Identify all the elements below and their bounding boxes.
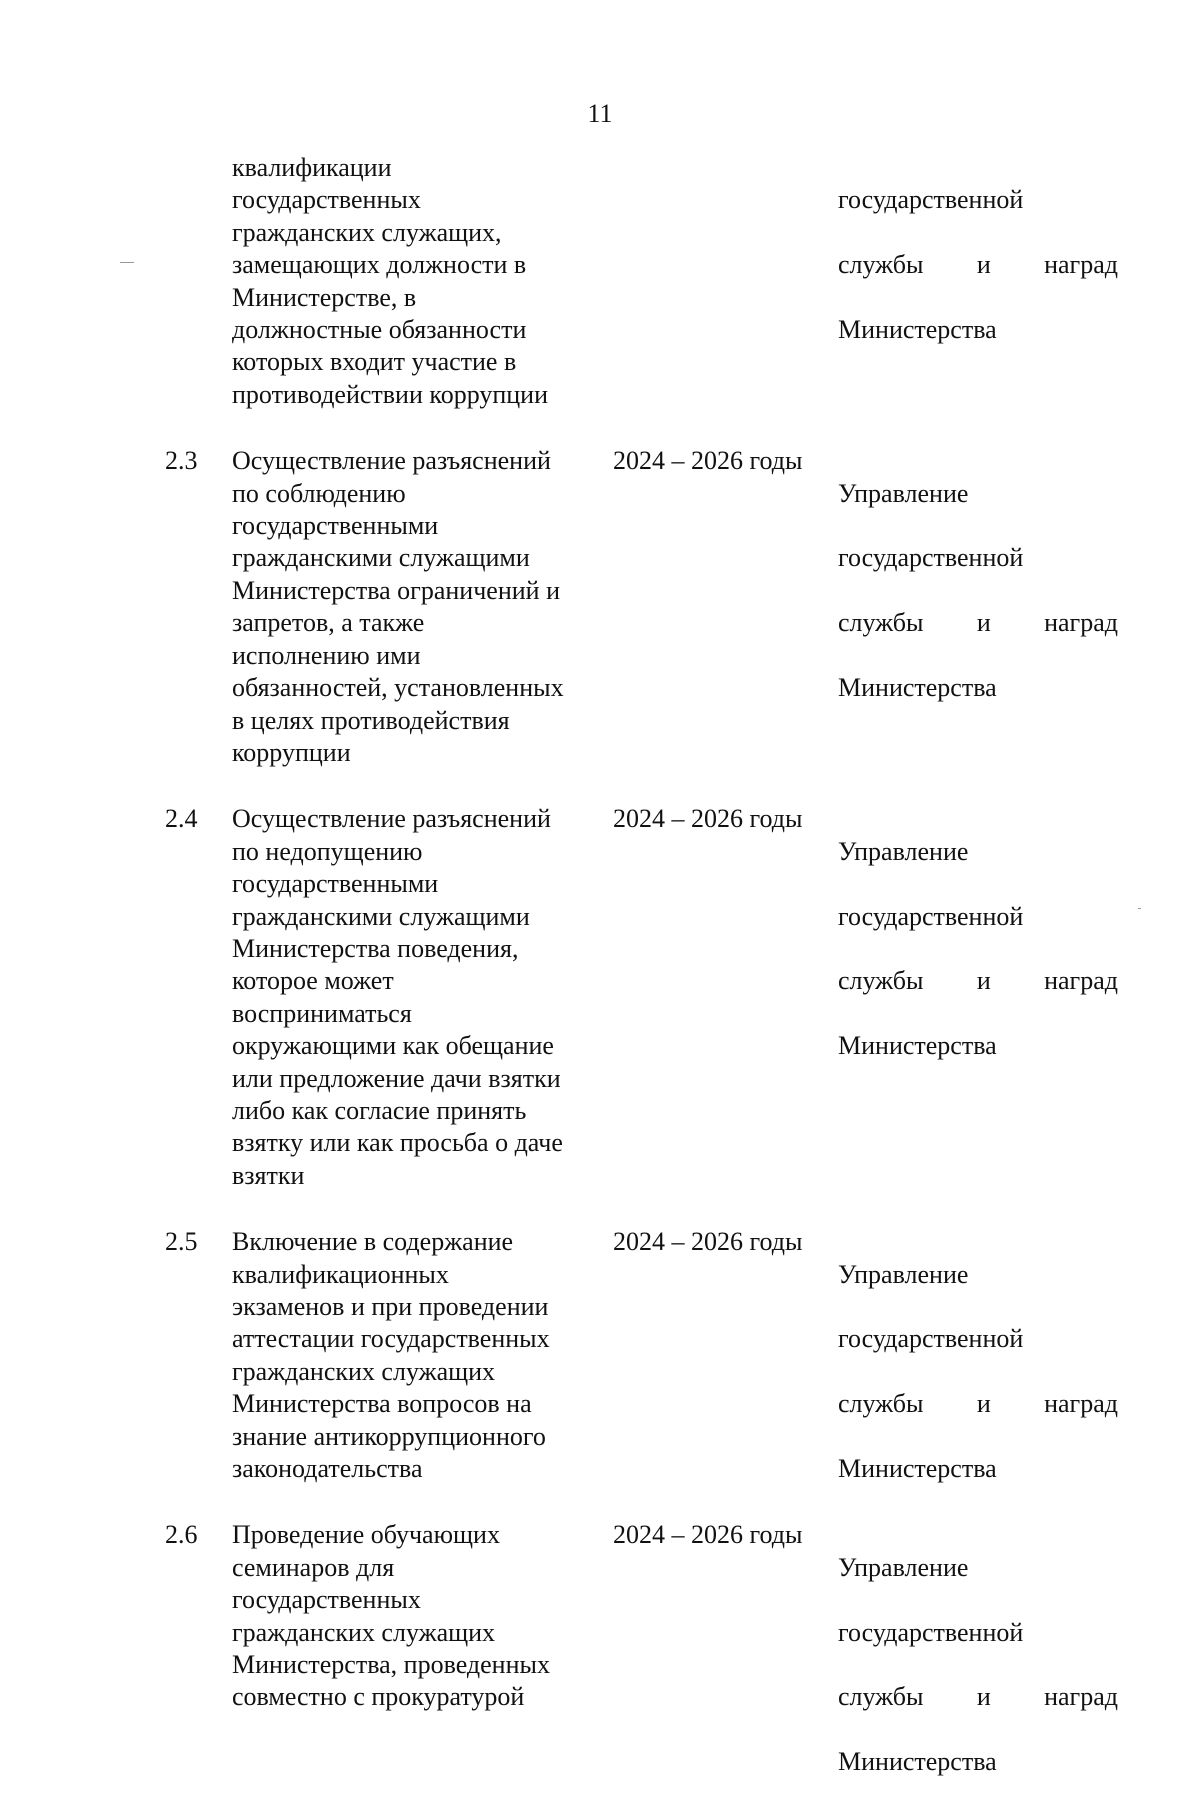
row-number: 2.3 <box>165 446 198 476</box>
responsible-line: Министерства <box>838 1031 997 1061</box>
responsible-line: государственной <box>838 901 1024 931</box>
responsible-line: Министерства <box>838 315 997 345</box>
row-responsible <box>838 1519 1118 1811</box>
responsible-line: службы и наград <box>838 966 1118 996</box>
row-responsible <box>838 1226 1118 1518</box>
measures-table <box>150 152 1130 1777</box>
row-period: 2024 – 2026 годы <box>613 804 803 834</box>
row-action: квалификации государственных гражданских служащих, замещающих должности в Министерстве, в должностные обязанности которых входит участие в противодействии коррупции <box>232 153 549 409</box>
row-responsible <box>838 803 1118 1095</box>
row-action: Осуществление разъяснений по соблюдению государственными гражданскими служащими Министерства ограничений и запретов, а также исполнению ими обязанностей, установленных в целях противодействия коррупции <box>232 446 564 767</box>
row-period: 2024 – 2026 годы <box>613 1520 803 1550</box>
row-responsible <box>838 152 1118 379</box>
responsible-line: Министерства <box>838 673 997 703</box>
page-number: 11 <box>587 99 613 128</box>
scan-mark-left <box>120 262 134 263</box>
row-action: Включение в содержание квалификационных экзаменов и при проведении аттестации государственных гражданских служащих Министерства вопросов на знание антикоррупционного законодательства <box>232 1227 550 1484</box>
responsible-line: Управление <box>838 836 969 866</box>
row-period: 2024 – 2026 годы <box>613 446 803 476</box>
responsible-line: государственной <box>838 185 1024 215</box>
responsible-line: службы и наград <box>838 1682 1118 1712</box>
responsible-line: Министерства <box>838 1747 997 1777</box>
row-responsible <box>838 445 1118 737</box>
scan-mark-right <box>1138 908 1141 909</box>
responsible-line: Управление <box>838 1552 969 1582</box>
table-row <box>150 152 1130 411</box>
responsible-line: Управление <box>838 1259 969 1289</box>
responsible-line: службы и наград <box>838 608 1118 638</box>
table-row <box>150 445 1130 769</box>
table-row <box>150 1226 1130 1485</box>
responsible-line: государственной <box>838 1617 1024 1647</box>
row-action: Осуществление разъяснений по недопущению государственными гражданскими служащими Министерства поведения, которое может восприниматься окружающими как обещание или предложение дачи взятки либо как согласие принять взятку или как просьба о даче взятки <box>232 804 563 1190</box>
responsible-line: Управление <box>838 478 969 508</box>
responsible-line: службы и наград <box>838 250 1118 280</box>
table-row <box>150 1519 1130 1777</box>
responsible-line: государственной <box>838 543 1024 573</box>
row-period: 2024 – 2026 годы <box>613 1227 803 1257</box>
responsible-line: службы и наград <box>838 1389 1118 1419</box>
row-number: 2.6 <box>165 1520 198 1550</box>
table-row <box>150 803 1130 1192</box>
row-number: 2.5 <box>165 1227 198 1257</box>
row-number: 2.4 <box>165 804 198 834</box>
responsible-line: государственной <box>838 1324 1024 1354</box>
responsible-line: Министерства <box>838 1454 997 1484</box>
row-action: Проведение обучающих семинаров для государственных гражданских служащих Министерства, проведенных совместно с прокуратурой <box>232 1520 550 1712</box>
